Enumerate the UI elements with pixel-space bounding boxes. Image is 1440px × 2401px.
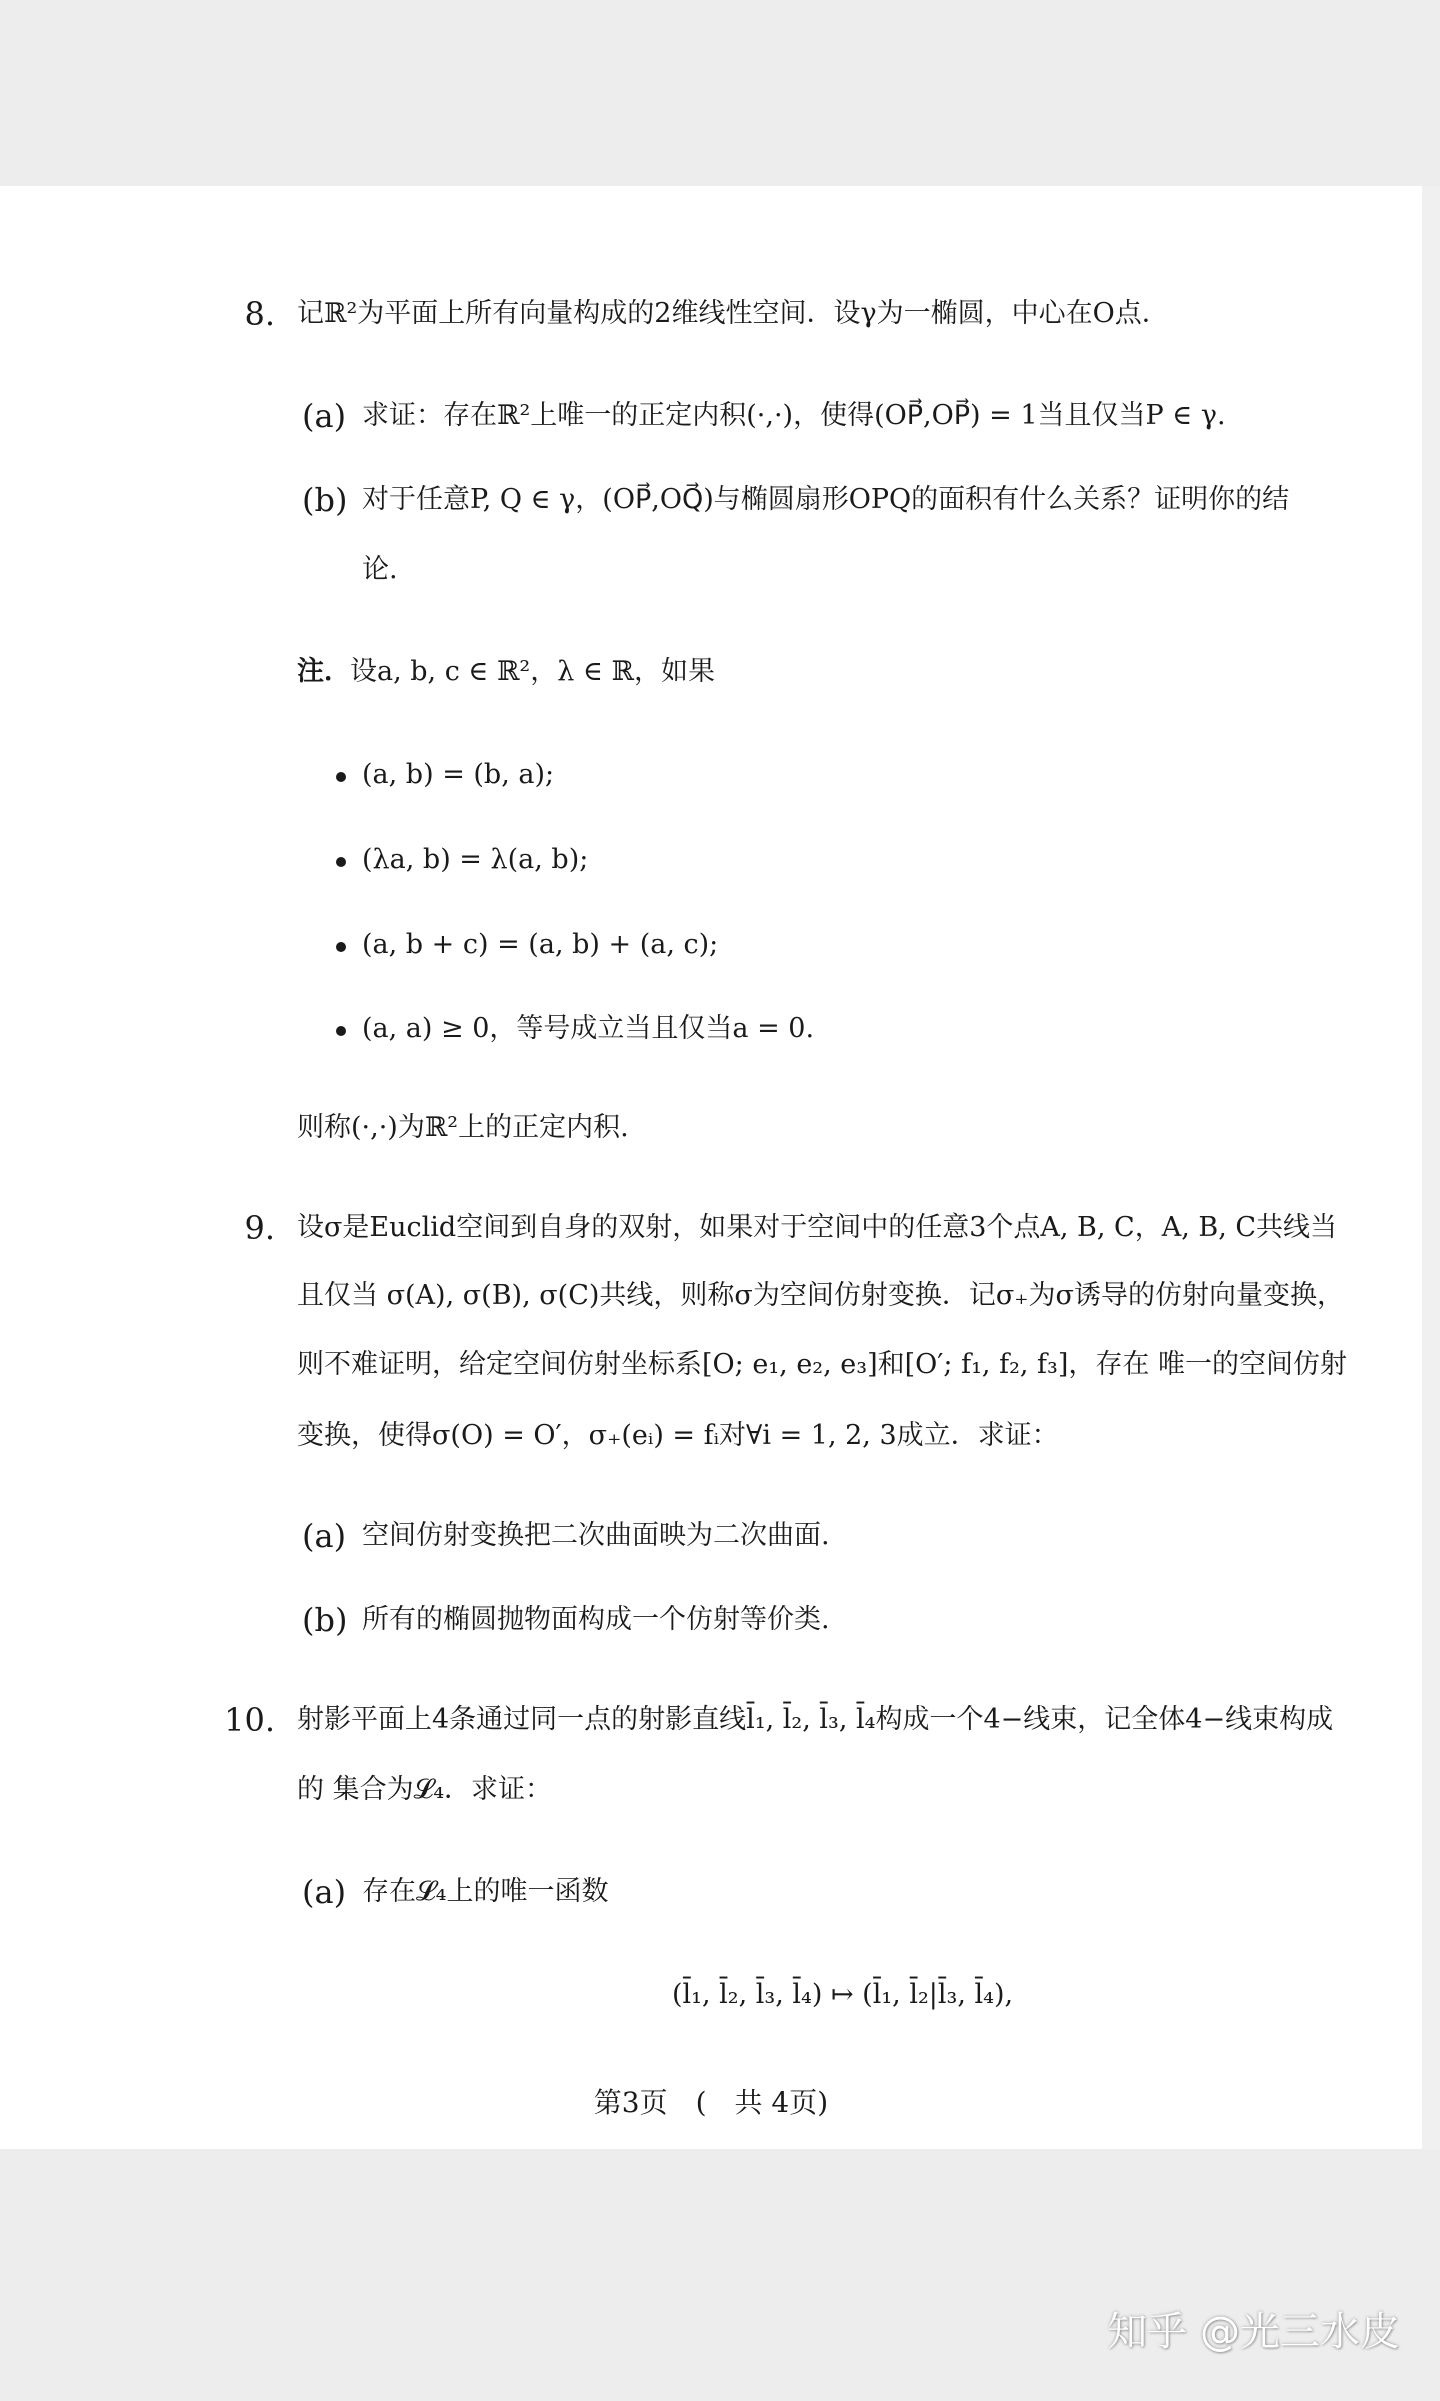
problem-10-line1: 射影平面上4条通过同一点的射影直线l̄₁, l̄₂, l̄₃, l̄₄构成一个4−线束，记全体4−线束构成 — [297, 1704, 1334, 1735]
problem-10-number: 10. — [224, 1701, 275, 1739]
page-footer: 第3页 ( 共 4页) — [593, 2086, 829, 2119]
problem-9b-label: (b) — [302, 1601, 348, 1639]
problem-10a-text: 存在𝓛₄上的唯一函数 — [362, 1876, 609, 1907]
problem-9a-label: (a) — [302, 1517, 347, 1555]
problem-9-line2: 且仅当 σ(A), σ(B), σ(C)共线，则称σ为空间仿射变换．记σ₊为σ诱导的仿射向量变换， — [297, 1280, 1344, 1311]
bullet-dot — [336, 857, 346, 867]
note-text: 设a, b, c ∈ ℝ²，λ ∈ ℝ，如果 — [350, 656, 715, 687]
problem-8b-line2: 论. — [362, 554, 398, 585]
problem-10-formula: (l̄₁, l̄₂, l̄₃, l̄₄) ↦ (l̄₁, l̄₂|l̄₃, l̄₄), — [672, 1979, 1014, 2010]
note-bullet-4: (a, a) ≥ 0，等号成立当且仅当a = 0. — [362, 1013, 815, 1044]
problem-8a-label: (a) — [302, 397, 347, 435]
problem-8a-text: 求证：存在ℝ²上唯一的正定内积(·,·)，使得(OP⃗,OP⃗) = 1当且仅当P ∈ γ. — [362, 400, 1226, 431]
note-bullet-2: (λa, b) = λ(a, b); — [362, 844, 589, 875]
note-label: 注． — [297, 656, 351, 687]
note-conclusion: 则称(·,·)为ℝ²上的正定内积. — [297, 1112, 629, 1143]
page-edge — [1422, 186, 1440, 2149]
bullet-dot — [336, 1026, 346, 1036]
problem-9-line1: 设σ是Euclid空间到自身的双射，如果对于空间中的任意3个点A, B, C，A, B, C共线当 — [297, 1212, 1338, 1243]
problem-9-number: 9. — [244, 1209, 275, 1247]
problem-8b-line1: 对于任意P, Q ∈ γ，(OP⃗,OQ⃗)与椭圆扇形OPQ的面积有什么关系？证明你的结 — [362, 484, 1290, 515]
problem-8-stem: 记ℝ²为平面上所有向量构成的2维线性空间．设γ为一椭圆，中心在O点． — [297, 298, 1169, 329]
problem-8-number: 8. — [244, 295, 275, 333]
problem-9b-text: 所有的椭圆抛物面构成一个仿射等价类. — [362, 1604, 830, 1635]
note-bullet-1: (a, b) = (b, a); — [362, 759, 555, 790]
problem-9a-text: 空间仿射变换把二次曲面映为二次曲面. — [362, 1520, 830, 1551]
problem-9-line3: 则不难证明，给定空间仿射坐标系[O; e₁, e₂, e₃]和[O′; f₁, f₂, f₃]，存在 唯一的空间仿射 — [297, 1349, 1347, 1380]
bullet-dot — [336, 942, 346, 952]
problem-8b-label: (b) — [302, 481, 348, 519]
watermark: 知乎 @光三水皮 — [1107, 2309, 1400, 2355]
bullet-dot — [336, 772, 346, 782]
problem-10a-label: (a) — [302, 1873, 347, 1911]
problem-10-line2: 的 集合为𝓛₄．求证： — [297, 1774, 553, 1805]
note-bullet-3: (a, b + c) = (a, b) + (a, c); — [362, 929, 719, 960]
problem-9-line4: 变换，使得σ(O) = O′，σ₊(eᵢ) = fᵢ对∀i = 1, 2, 3成立．求证： — [297, 1420, 1059, 1451]
